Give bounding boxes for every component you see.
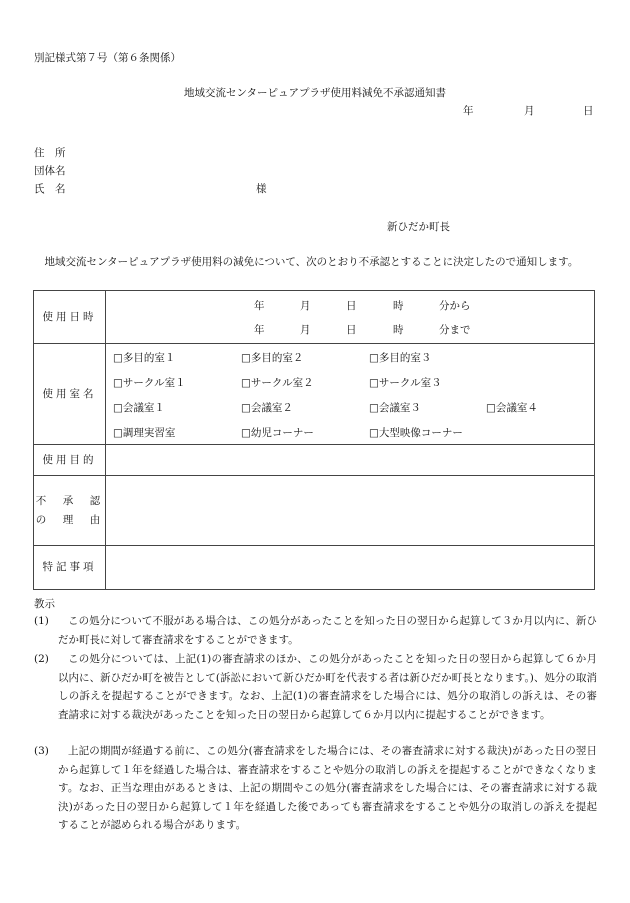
- address-label: 住 所: [34, 147, 66, 159]
- note-number: (1): [34, 615, 49, 627]
- note-text: この処分について不服がある場合は、この処分があったことを知った日の翌日から起算して３か月以内に、新ひだか町長に対して審査請求をすることができます。: [58, 615, 597, 646]
- datetime-to-line: [106, 317, 594, 341]
- issuer-mayor: 新ひだか町長: [387, 221, 450, 233]
- rooms-row: [34, 344, 595, 445]
- note-text: 上記の期間が経過する前に、この処分(審査請求をした場合には、その審査請求に対する裁決)があった日の翌日から起算して１年を経過した場合は、審査請求をすることや処分の取消しの訴えを提起することができなくなります。なお、正当な理由があるときは、上記の期間やこの処分(審査請求をした場合には、その審査請求に対する裁決)があった日の翌日から起算して１年を経過した後であっても審査請求をすることや処分の取消しの訴えを提起することが認められる場合があります。: [58, 745, 597, 831]
- notice-table: [33, 290, 595, 590]
- to-minute: 分まで: [439, 324, 471, 336]
- room-option[interactable]: □会議室２: [241, 402, 293, 414]
- group-name-label: 団体名: [34, 165, 66, 177]
- form-id: 別記様式第７号（第６条関係）: [34, 52, 181, 64]
- reason-label-line-1: 不 承 認: [35, 494, 104, 507]
- from-month: 月: [300, 300, 311, 312]
- document-title: 地域交流センターピュアプラザ使用料減免不承認通知書: [183, 87, 447, 99]
- room-option[interactable]: □サークル室３: [369, 377, 442, 389]
- note-number: (3): [34, 745, 49, 757]
- to-year: 年: [254, 324, 265, 336]
- rooms-cell: [106, 344, 595, 445]
- note-number: (2): [34, 653, 49, 665]
- reason-label-line-2: の 理 由: [35, 513, 104, 526]
- purpose-field[interactable]: [106, 445, 595, 476]
- rooms-line-1: [106, 344, 594, 369]
- date-year-label: 年: [463, 105, 474, 117]
- date-month-label: 月: [524, 105, 535, 117]
- room-option[interactable]: □多目的室３: [369, 352, 432, 364]
- reason-field[interactable]: [106, 476, 595, 546]
- to-month: 月: [300, 324, 311, 336]
- to-day: 日: [346, 324, 357, 336]
- rooms-line-4: [106, 419, 594, 444]
- usage-datetime-row: [34, 291, 595, 344]
- datetime-from-line: [106, 293, 594, 317]
- room-option[interactable]: □多目的室２: [241, 352, 304, 364]
- room-option[interactable]: □大型映像コーナー: [369, 427, 463, 439]
- notice-body: 地域交流センターピュアプラザ使用料の減免について、次のとおり不承認とすることに決定したので通知します。: [44, 256, 579, 268]
- from-hour: 時: [393, 300, 404, 312]
- usage-datetime-cell: [106, 291, 595, 344]
- date-day-label: 日: [583, 105, 594, 117]
- from-minute: 分から: [439, 300, 471, 312]
- note-item: [34, 612, 597, 649]
- rooms-line-3: [106, 394, 594, 419]
- rooms-line-2: [106, 369, 594, 394]
- honorific-sama: 様: [256, 183, 267, 195]
- remarks-field[interactable]: [106, 546, 595, 590]
- purpose-row: [34, 445, 595, 476]
- room-option[interactable]: □多目的室１: [113, 352, 176, 364]
- from-year: 年: [254, 300, 265, 312]
- notes-title: 教示: [34, 598, 55, 610]
- note-item: [34, 742, 597, 835]
- room-option[interactable]: □調理実習室: [113, 427, 176, 439]
- rooms-label: 使用室名: [34, 344, 106, 445]
- room-option[interactable]: □幼児コーナー: [241, 427, 314, 439]
- reason-row: [34, 476, 595, 546]
- room-option[interactable]: □会議室４: [486, 402, 538, 414]
- reason-label: [34, 476, 106, 546]
- note-text: この処分については、上記(1)の審査請求のほか、この処分があったことを知った日の翌日から起算して６か月以内に、新ひだか町を被告として(訴訟において新ひだか町を代表する者は新ひだか町長となります。)、処分の取消しの訴えを提起することができます。なお、上記(1)の審査請求をした場合には、処分の取消しの訴えは、その審査請求に対する裁決があったことを知った日の翌日から起算して６か月以内に提起することができます。: [58, 653, 597, 721]
- name-label: 氏 名: [34, 183, 66, 195]
- usage-datetime-label: 使用日時: [34, 291, 106, 344]
- to-hour: 時: [393, 324, 404, 336]
- purpose-label: 使用目的: [34, 445, 106, 476]
- remarks-row: [34, 546, 595, 590]
- room-option[interactable]: □会議室３: [369, 402, 421, 414]
- room-option[interactable]: □サークル室１: [113, 377, 186, 389]
- from-day: 日: [346, 300, 357, 312]
- room-option[interactable]: □会議室１: [113, 402, 165, 414]
- remarks-label: 特記事項: [34, 546, 106, 590]
- room-option[interactable]: □サークル室２: [241, 377, 314, 389]
- note-item: [34, 650, 597, 724]
